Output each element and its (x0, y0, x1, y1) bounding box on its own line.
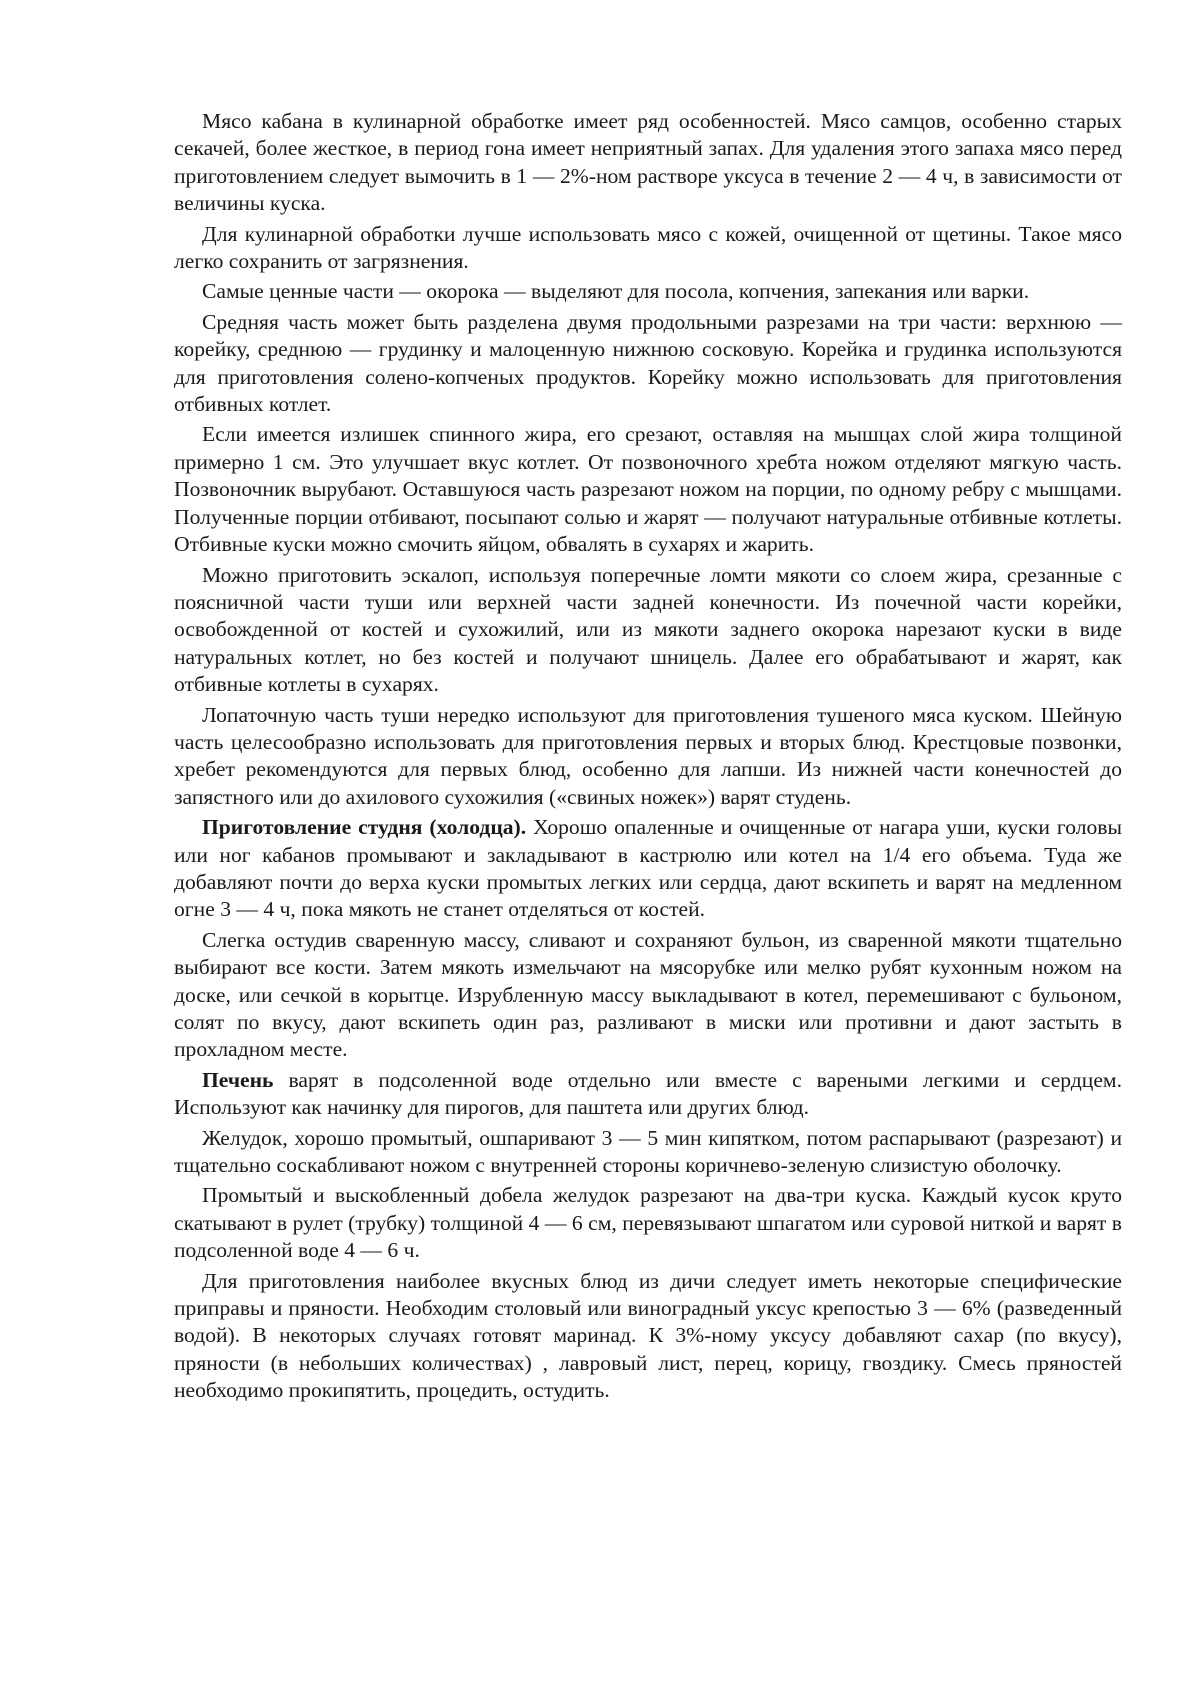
paragraph (174, 108, 1122, 218)
paragraph (174, 814, 1122, 924)
paragraph (174, 1268, 1122, 1405)
paragraph-text: варят в подсоленной воде отдельно или вместе с вареными легкими и сердцем. Используют как начинку для пирогов, для паштета или других блюд. (174, 1067, 1122, 1120)
paragraph-text: Промытый и выскобленный добела желудок разрезают на два-три куска. Каждый кусок круто скатывают в рулет (трубку) толщиной 4 — 6 см, перевязывают шпагатом или суровой ниткой и варят в подсоленной воде 4 — 6 ч. (174, 1183, 1122, 1263)
paragraph (174, 309, 1122, 419)
paragraph-text: Желудок, хорошо промытый, ошпаривают 3 — 5 мин кипятком, потом распарывают (разрезают) и тщательно соскабливают ножом с внутренней стороны коричнево-зеленую слизистую оболочку. (174, 1125, 1122, 1178)
paragraph (174, 1182, 1122, 1264)
paragraph (174, 221, 1122, 276)
paragraph-text: Самые ценные части — окорока — выделяют для посола, копчения, запекания или варки. (202, 279, 1030, 304)
paragraph-text: Слегка остудив сваренную массу, сливают и сохраняют бульон, из сваренной мякоти тщательно выбирают все кости. Затем мякоть измельчают на мясорубке или мелко рубят кухонным ножом на доске, или сечкой в корытце. Изрубленную массу выкладывают в котел, перемешивают с бульоном, солят по вкусу, дают вскипеть один раз, разливают в миски или противни и дают застыть в прохладном месте. (174, 927, 1122, 1062)
paragraph-text: Средняя часть может быть разделена двумя продольными разрезами на три части: верхнюю — корейку, среднюю — грудинку и малоценную нижнюю сосковую. Корейка и грудинка используются для приготовления солено-копченых продуктов. Корейку можно использовать для приготовления отбивных котлет. (174, 309, 1122, 417)
paragraph-text: Если имеется излишек спинного жира, его срезают, оставляя на мышцах слой жира толщиной примерно 1 см. Это улучшает вкус котлет. От позвоночного хребта ножом отделяют мягкую часть. Позвоночник вырубают. Оставшуюся часть разрезают ножом на порции, по одному ребру с мышцами. Полученные порции отбивают, посыпают солью и жарят — получают натуральные отбивные котлеты. Отбивные куски можно смочить яйцом, обвалять в сухарях и жарить. (174, 422, 1122, 557)
paragraph-bold-lead: Приготовление студня (холодца). (202, 815, 527, 840)
paragraph-bold-lead: Печень (202, 1067, 274, 1092)
paragraph-text: Для приготовления наиболее вкусных блюд из дичи следует иметь некоторые специфические приправы и пряности. Необходим столовый или виноградный уксус крепостью 3 — 6% (разведенный водой). В некоторых случаях готовят маринад. К 3%-ному уксусу добавляют сахар (по вкусу), пряности (в небольших количествах) , лавровый лист, перец, корицу, гвоздику. Смесь пряностей необходимо прокипятить, процедить, остудить. (174, 1268, 1122, 1403)
paragraph-text: Хорошо опаленные и очищенные от нагара уши, куски головы или ног кабанов промывают и закладывают в кастрюлю или котел на 1/4 его объема. Туда же добавляют почти до верха куски промытых легких или сердца, дают вскипеть и варят на медленном огне 3 — 4 ч, пока мякоть не станет отделяться от костей. (174, 815, 1123, 922)
paragraph (174, 1067, 1122, 1122)
paragraph (174, 1125, 1122, 1180)
paragraph (174, 421, 1122, 558)
document-page (174, 108, 1122, 1408)
paragraph-text: Лопаточную часть туши нередко используют для приготовления тушеного мяса куском. Шейную часть целесообразно использовать для приготовления первых и вторых блюд. Крестцовые позвонки, хребет рекомендуются для первых блюд, особенно для лапши. Из нижней части конечностей до запястного или до ахилового сухожилия («свиных ножек») варят студень. (174, 702, 1122, 809)
paragraph (174, 562, 1122, 699)
paragraph-text: Для кулинарной обработки лучше использовать мясо с кожей, очищенной от щетины. Такое мясо легко сохранить от загрязнения. (174, 221, 1122, 274)
paragraph (174, 702, 1122, 812)
paragraph-text: Мясо кабана в кулинарной обработке имеет ряд особенностей. Мясо самцов, особенно старых секачей, более жесткое, в период гона имеет неприятный запах. Для удаления этого запаха мясо перед приготовлением следует вымочить в 1 — 2%-ном растворе уксуса в течение 2 — 4 ч, в зависимости от величины куска. (174, 109, 1122, 216)
paragraph (174, 927, 1122, 1064)
paragraph-text: Можно приготовить эскалоп, используя поперечные ломти мякоти со слоем жира, срезанные с поясничной части туши или верхней части задней конечности. Из почечной части корейки, освобожденной от костей и сухожилий, или из мякоти заднего окорока нарезают куски в виде натуральных котлет, но без костей и получают шницель. Далее его обрабатывают и жарят, как отбивные котлеты в сухарях. (174, 562, 1122, 697)
paragraph (174, 278, 1122, 305)
